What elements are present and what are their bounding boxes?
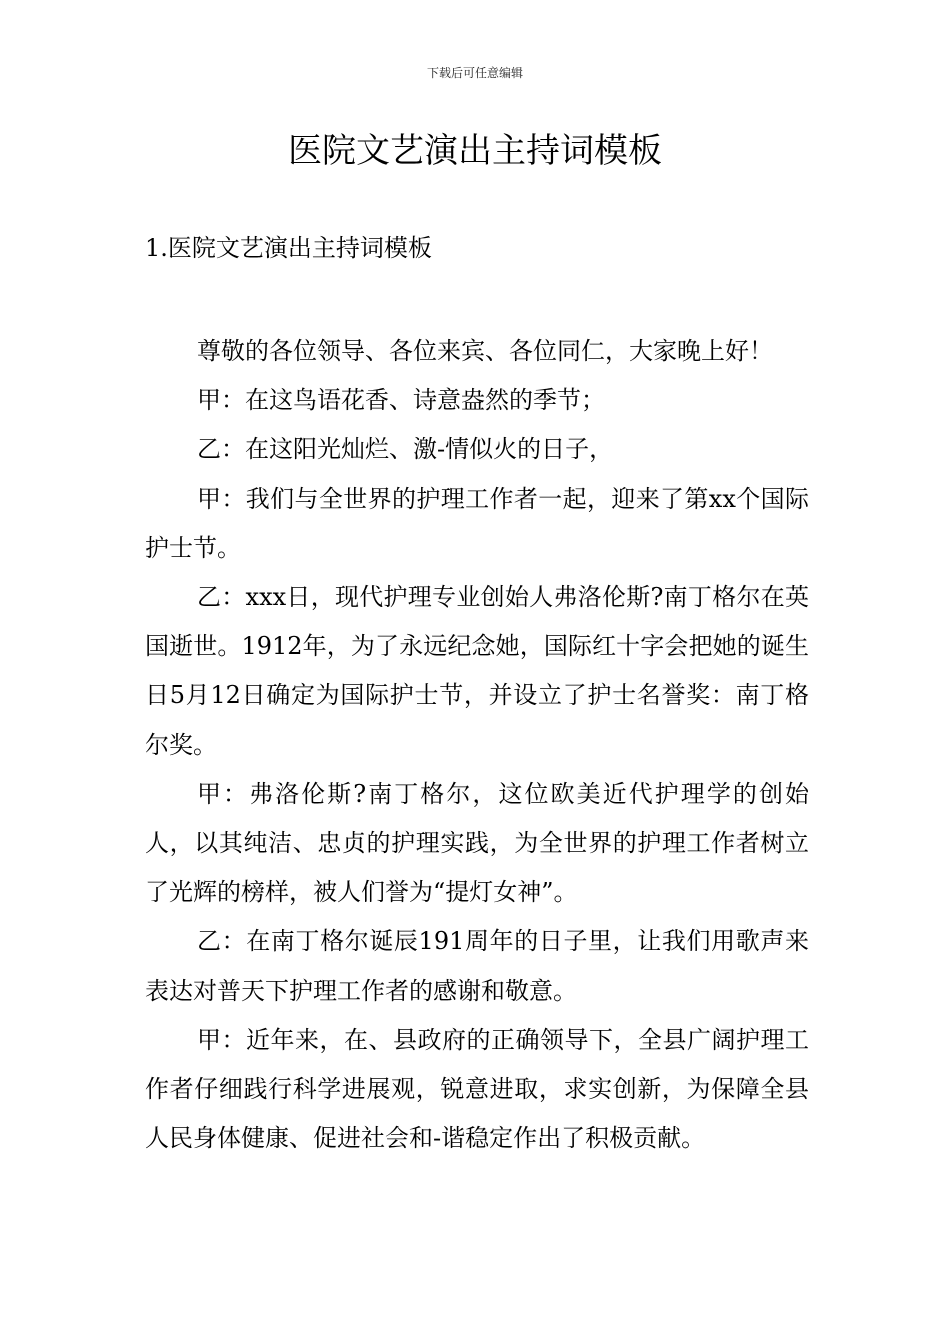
paragraph: 甲：近年来，在、县政府的正确领导下，全县广阔护理工作者仔细践行科学进展观，锐意进取，求实创新，为保障全县人民身体健康、促进社会和-谐稳定作出了积极贡献。 [145, 1025, 809, 1153]
section-heading: 1.医院文艺演出主持词模板 [145, 234, 432, 262]
paragraph-greeting: 尊敬的各位领导、各位来宾、各位同仁，大家晚上好！ [197, 337, 773, 365]
paragraph: 乙：在这阳光灿烂、激-情似火的日子， [197, 435, 614, 464]
document-body [145, 327, 809, 1163]
paragraph: 乙：xxx日，现代护理专业创始人弗洛伦斯?南丁格尔在英国逝世。1912年，为了永远纪念她，国际红十字会把她的诞生日5月12日确定为国际护士节，并设立了护士名誉奖：南丁格尔奖。 [145, 583, 809, 759]
paragraph: 甲：在这鸟语花香、诗意盎然的季节； [197, 386, 605, 415]
paragraph: 甲：我们与全世界的护理工作者一起，迎来了第xx个国际护士节。 [145, 484, 809, 562]
document-title: 医院文艺演出主持词模板 [288, 131, 662, 171]
paragraph: 甲：弗洛伦斯?南丁格尔，这位欧美近代护理学的创始人，以其纯洁、忠贞的护理实践，为全世界的护理工作者树立了光辉的榜样，被人们誉为“提灯女神”。 [145, 779, 809, 907]
paragraph: 乙：在南丁格尔诞辰191周年的日子里，让我们用歌声来表达对普天下护理工作者的感谢和敬意。 [145, 927, 809, 1005]
page-header-note: 下载后可任意编辑 [426, 66, 523, 80]
